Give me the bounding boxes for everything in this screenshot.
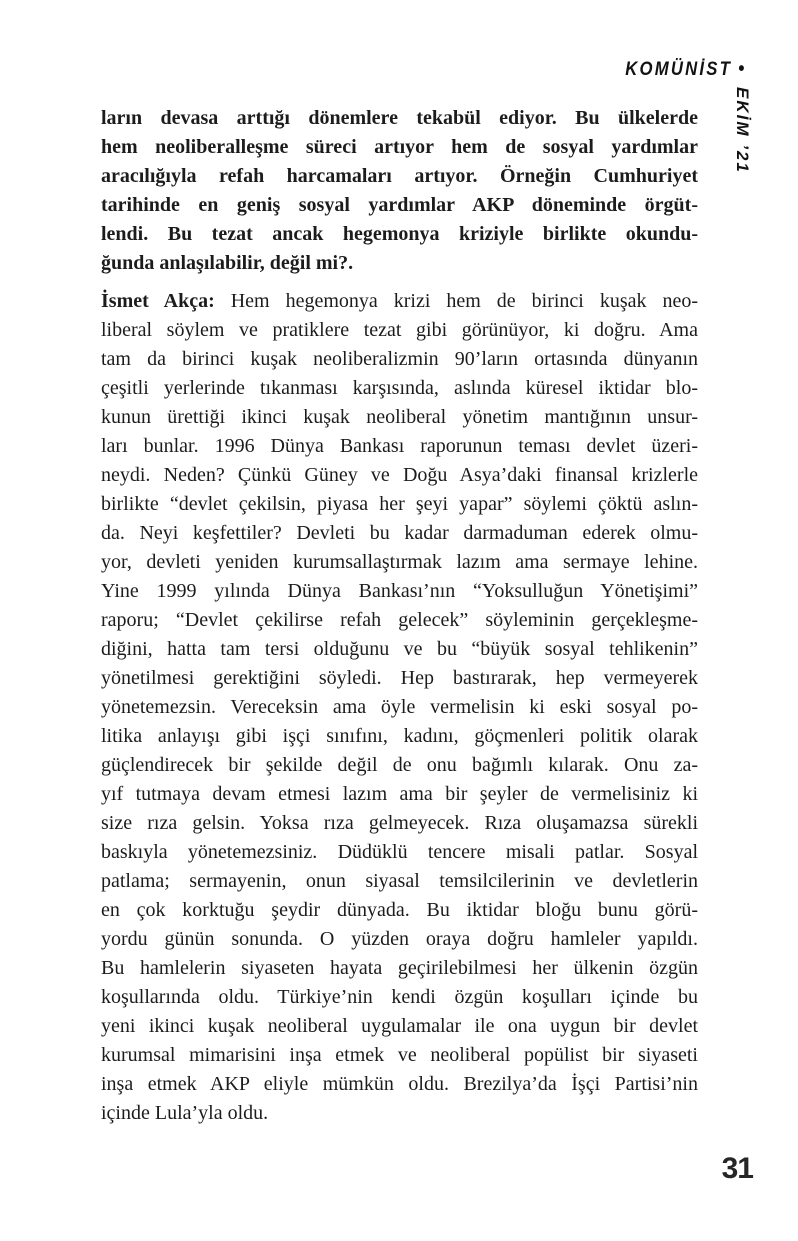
text-line: Bu hamlelerin siyaseten hayata geçirilebilmesi her ülkenin özgün [101, 957, 698, 979]
text-line: kunun ürettiği ikinci kuşak neoliberal yönetim mantığının unsur- [101, 406, 698, 428]
text-line: yordu günün sonunda. O yüzden oraya doğru hamleler yapıldı. [101, 928, 698, 950]
text-line: yor, devleti yeniden kurumsallaştırmak lazım ama sermaye lehine. [101, 551, 698, 573]
text-line: tam da birinci kuşak neoliberalizmin 90’ların ortasında dünyanın [101, 348, 698, 370]
masthead [625, 58, 744, 81]
text-line: yıf tutmaya devam etmesi lazım ama bir şeyler de vermelisiniz ki [101, 783, 698, 805]
text-line: hem neoliberalleşme süreci artıyor hem de sosyal yardımlar [101, 136, 698, 158]
text-line: yönetemezsin. Vereceksin ama öyle vermelisin ki eski sosyal po- [101, 696, 698, 718]
page-number: 31 [721, 1152, 753, 1185]
text-line: içinde Lula’yla oldu. [101, 1102, 269, 1124]
text-line: yeni ikinci kuşak neoliberal uygulamalar ile ona uygun bir devlet [101, 1015, 698, 1037]
text-line: güçlendirecek bir şekilde değil de onu bağımlı kılarak. Onu za- [101, 754, 698, 776]
text-line: aracılığıyla refah harcamaları artıyor. Örneğin Cumhuriyet [101, 165, 698, 187]
text-line: birlikte “devlet çekilsin, piyasa her şeyi yapar” söylemi çöktü aslın- [101, 493, 698, 515]
text-line: inşa etmek AKP eliyle mümkün oldu. Brezilya’da İşçi Partisi’nin [101, 1073, 698, 1095]
issue-date-vertical: EKİM ’21 [733, 87, 752, 174]
paragraph-question [101, 104, 698, 278]
text-line: baskıyla yönetemezsiniz. Düdüklü tencere misali patlar. Sosyal [101, 841, 698, 863]
text-line: lendi. Bu tezat ancak hegemonya kriziyle birlikte okundu- [101, 223, 698, 245]
text-line: koşullarında oldu. Türkiye’nin kendi özgün koşulları içinde bu [101, 986, 698, 1008]
text-line: ların devasa arttığı dönemlere tekabül ediyor. Bu ülkelerde [101, 107, 698, 129]
text-line: da. Neyi keşfettiler? Devleti bu kadar darmaduman ederek olmu- [101, 522, 698, 544]
text-line: liberal söylem ve pratiklere tezat gibi görünüyor, ki doğru. Ama [101, 319, 698, 341]
text-line: ğunda anlaşılabilir, değil mi?. [101, 252, 354, 274]
text-line: Yine 1999 yılında Dünya Bankası’nın “Yoksulluğun Yönetişimi” [101, 580, 698, 602]
bullet-icon: • [737, 58, 744, 80]
text-line: İsmet Akça: Hem hegemonya krizi hem de birinci kuşak neo- [101, 290, 698, 312]
paragraph-answer [101, 287, 698, 1128]
text-line: raporu; “Devlet çekilirse refah gelecek” söyleminin gerçekleşme- [101, 609, 698, 631]
text-line: neydi. Neden? Çünkü Güney ve Doğu Asya’daki finansal krizlerle [101, 464, 698, 486]
text-line: ları bunlar. 1996 Dünya Bankası raporunun teması devlet üzeri- [101, 435, 698, 457]
text-line: patlama; sermayenin, onun siyasal temsilcilerinin ve devletlerin [101, 870, 698, 892]
text-line: kurumsal mimarisini inşa etmek ve neoliberal popülist bir siyaseti [101, 1044, 698, 1066]
masthead-title: KOMÜNİST [624, 59, 732, 80]
text-line: size rıza gelsin. Yoksa rıza gelmeyecek. Rıza oluşamazsa sürekli [101, 812, 698, 834]
article-body [101, 104, 698, 1128]
text-line: çeşitli yerlerinde tıkanması karşısında, aslında küresel iktidar blo- [101, 377, 698, 399]
text-line: en çok korktuğu şeydir dünyada. Bu iktidar bloğu bunu görü- [101, 899, 698, 921]
text-line: tarihinde en geniş sosyal yardımlar AKP döneminde örgüt- [101, 194, 698, 216]
text-line: litika anlayışı gibi işçi sınıfını, kadını, göçmenleri politik olarak [101, 725, 698, 747]
speaker-name: İsmet Akça: [101, 290, 215, 312]
text-line: yönetilmesi gerektiğini söyledi. Hep bastırarak, hep vermeyerek [101, 667, 698, 689]
text-line: diğini, hatta tam tersi olduğunu ve bu “büyük sosyal tehlikenin” [101, 638, 698, 660]
